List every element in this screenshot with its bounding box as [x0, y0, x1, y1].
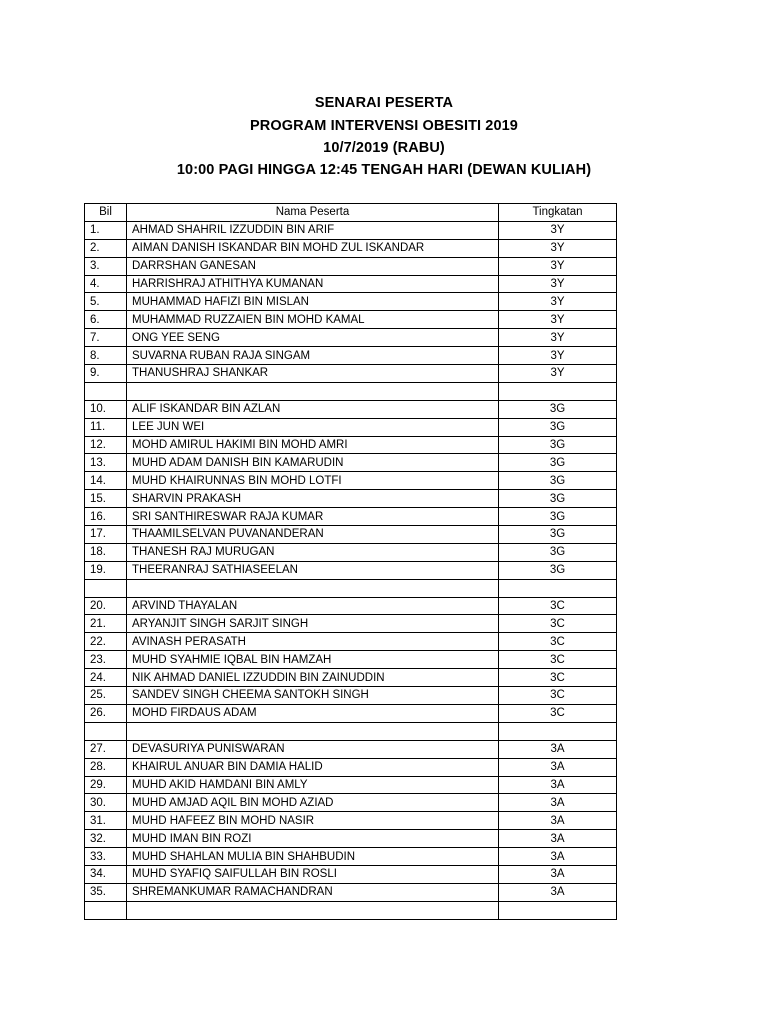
- table-row: [85, 830, 617, 848]
- participant-name: MUHD AKID HAMDANI BIN AMLY: [127, 776, 499, 794]
- row-number: 16.: [85, 508, 127, 526]
- row-number: [85, 382, 127, 400]
- participant-name: THEERANRAJ SATHIASEELAN: [127, 561, 499, 579]
- table-row: [85, 704, 617, 722]
- form-class: 3A: [499, 883, 617, 901]
- participant-name: KHAIRUL ANUAR BIN DAMIA HALID: [127, 758, 499, 776]
- table-row: [85, 812, 617, 830]
- participant-name: MUHD SHAHLAN MULIA BIN SHAHBUDIN: [127, 848, 499, 866]
- row-number: 28.: [85, 758, 127, 776]
- form-class: 3Y: [499, 347, 617, 365]
- participant-name: MUHAMMAD HAFIZI BIN MISLAN: [127, 293, 499, 311]
- row-number: 32.: [85, 830, 127, 848]
- form-class: 3G: [499, 454, 617, 472]
- form-class: 3Y: [499, 275, 617, 293]
- table-row: [85, 382, 617, 400]
- table-row: [85, 221, 617, 239]
- table-row: [85, 311, 617, 329]
- participant-name: ARYANJIT SINGH SARJIT SINGH: [127, 615, 499, 633]
- table-row: [85, 400, 617, 418]
- participant-name: MOHD AMIRUL HAKIMI BIN MOHD AMRI: [127, 436, 499, 454]
- row-number: 22.: [85, 633, 127, 651]
- row-number: 9.: [85, 365, 127, 383]
- row-number: 3.: [85, 257, 127, 275]
- form-class: 3G: [499, 472, 617, 490]
- row-number: 2.: [85, 239, 127, 257]
- table-row: [85, 526, 617, 544]
- table-body: [85, 221, 617, 919]
- row-number: 14.: [85, 472, 127, 490]
- row-number: [85, 722, 127, 740]
- form-class: 3G: [499, 490, 617, 508]
- row-number: 33.: [85, 848, 127, 866]
- participant-name: [127, 901, 499, 919]
- table-row: [85, 651, 617, 669]
- participant-name: ONG YEE SENG: [127, 329, 499, 347]
- table-row: [85, 490, 617, 508]
- column-header-tingkatan: Tingkatan: [499, 204, 617, 222]
- table-row: [85, 275, 617, 293]
- form-class: 3A: [499, 830, 617, 848]
- table-row: [85, 633, 617, 651]
- table-row: [85, 883, 617, 901]
- row-number: 18.: [85, 543, 127, 561]
- participant-name: SUVARNA RUBAN RAJA SINGAM: [127, 347, 499, 365]
- table-row: [85, 794, 617, 812]
- table-row: [85, 436, 617, 454]
- row-number: 17.: [85, 526, 127, 544]
- participant-name: HARRISHRAJ ATHITHYA KUMANAN: [127, 275, 499, 293]
- row-number: 30.: [85, 794, 127, 812]
- form-class: 3A: [499, 740, 617, 758]
- table-row: [85, 669, 617, 687]
- form-class: 3G: [499, 418, 617, 436]
- row-number: 21.: [85, 615, 127, 633]
- form-class: 3Y: [499, 257, 617, 275]
- form-class: [499, 722, 617, 740]
- participant-name: DARRSHAN GANESAN: [127, 257, 499, 275]
- row-number: 13.: [85, 454, 127, 472]
- form-class: 3C: [499, 651, 617, 669]
- form-class: 3G: [499, 508, 617, 526]
- event-date: 10/7/2019 (RABU): [323, 140, 445, 156]
- participant-name: THAAMILSELVAN PUVANANDERAN: [127, 526, 499, 544]
- document-title: SENARAI PESERTA: [314, 95, 454, 111]
- participant-name: MUHD HAFEEZ BIN MOHD NASIR: [127, 812, 499, 830]
- form-class: 3A: [499, 776, 617, 794]
- row-number: 27.: [85, 740, 127, 758]
- form-class: 3Y: [499, 365, 617, 383]
- form-class: 3C: [499, 615, 617, 633]
- form-class: 3G: [499, 400, 617, 418]
- participant-name: AIMAN DANISH ISKANDAR BIN MOHD ZUL ISKANDAR: [127, 239, 499, 257]
- form-class: 3G: [499, 436, 617, 454]
- form-class: 3A: [499, 848, 617, 866]
- row-number: 35.: [85, 883, 127, 901]
- form-class: 3Y: [499, 293, 617, 311]
- form-class: 3C: [499, 669, 617, 687]
- table-row: [85, 293, 617, 311]
- table-row: [85, 776, 617, 794]
- table-row: [85, 687, 617, 705]
- row-number: 12.: [85, 436, 127, 454]
- table-row: [85, 901, 617, 919]
- table-row: [85, 347, 617, 365]
- form-class: 3G: [499, 526, 617, 544]
- participant-name: THANUSHRAJ SHANKAR: [127, 365, 499, 383]
- table-row: [85, 418, 617, 436]
- table-row: [85, 865, 617, 883]
- table-row: [85, 365, 617, 383]
- participant-name: SHARVIN PRAKASH: [127, 490, 499, 508]
- row-number: 24.: [85, 669, 127, 687]
- participant-name: LEE JUN WEI: [127, 418, 499, 436]
- table-row: [85, 239, 617, 257]
- row-number: 25.: [85, 687, 127, 705]
- participant-name: AVINASH PERASATH: [127, 633, 499, 651]
- table-row: [85, 454, 617, 472]
- row-number: 1.: [85, 221, 127, 239]
- row-number: 11.: [85, 418, 127, 436]
- row-number: 29.: [85, 776, 127, 794]
- program-title: PROGRAM INTERVENSI OBESITI 2019: [250, 118, 518, 134]
- table-row: [85, 758, 617, 776]
- row-number: 26.: [85, 704, 127, 722]
- participant-name: MUHD SYAFIQ SAIFULLAH BIN ROSLI: [127, 865, 499, 883]
- row-number: 5.: [85, 293, 127, 311]
- column-header-name: Nama Peserta: [127, 204, 499, 222]
- table-row: [85, 329, 617, 347]
- participant-name: MUHD AMJAD AQIL BIN MOHD AZIAD: [127, 794, 499, 812]
- table-row: [85, 579, 617, 597]
- participant-table: [84, 203, 617, 920]
- row-number: 15.: [85, 490, 127, 508]
- row-number: 6.: [85, 311, 127, 329]
- form-class: 3Y: [499, 221, 617, 239]
- form-class: 3A: [499, 758, 617, 776]
- participant-name: ARVIND THAYALAN: [127, 597, 499, 615]
- row-number: 19.: [85, 561, 127, 579]
- form-class: 3G: [499, 543, 617, 561]
- participant-name: ALIF ISKANDAR BIN AZLAN: [127, 400, 499, 418]
- table-row: [85, 848, 617, 866]
- participant-name: SRI SANTHIRESWAR RAJA KUMAR: [127, 508, 499, 526]
- participant-name: MUHD SYAHMIE IQBAL BIN HAMZAH: [127, 651, 499, 669]
- participant-name: THANESH RAJ MURUGAN: [127, 543, 499, 561]
- participant-name: MOHD FIRDAUS ADAM: [127, 704, 499, 722]
- row-number: 8.: [85, 347, 127, 365]
- row-number: [85, 901, 127, 919]
- participant-name: SHREMANKUMAR RAMACHANDRAN: [127, 883, 499, 901]
- form-class: [499, 382, 617, 400]
- participant-name: MUHD IMAN BIN ROZI: [127, 830, 499, 848]
- row-number: 34.: [85, 865, 127, 883]
- table-row: [85, 561, 617, 579]
- row-number: 23.: [85, 651, 127, 669]
- table-row: [85, 543, 617, 561]
- participant-name: DEVASURIYA PUNISWARAN: [127, 740, 499, 758]
- form-class: 3Y: [499, 239, 617, 257]
- row-number: 4.: [85, 275, 127, 293]
- row-number: 10.: [85, 400, 127, 418]
- form-class: 3A: [499, 865, 617, 883]
- participant-name: SANDEV SINGH CHEEMA SANTOKH SINGH: [127, 687, 499, 705]
- table-row: [85, 740, 617, 758]
- participant-name: NIK AHMAD DANIEL IZZUDDIN BIN ZAINUDDIN: [127, 669, 499, 687]
- form-class: 3G: [499, 561, 617, 579]
- table-row: [85, 597, 617, 615]
- form-class: [499, 901, 617, 919]
- row-number: 31.: [85, 812, 127, 830]
- table-row: [85, 472, 617, 490]
- form-class: 3Y: [499, 329, 617, 347]
- row-number: 7.: [85, 329, 127, 347]
- participant-name: MUHAMMAD RUZZAIEN BIN MOHD KAMAL: [127, 311, 499, 329]
- form-class: 3Y: [499, 311, 617, 329]
- table-row: [85, 722, 617, 740]
- form-class: 3C: [499, 597, 617, 615]
- form-class: 3A: [499, 794, 617, 812]
- table-row: [85, 508, 617, 526]
- form-class: 3A: [499, 812, 617, 830]
- participant-name: MUHD KHAIRUNNAS BIN MOHD LOTFI: [127, 472, 499, 490]
- form-class: [499, 579, 617, 597]
- table-header-row: [85, 204, 617, 222]
- event-time-venue: 10:00 PAGI HINGGA 12:45 TENGAH HARI (DEWAN KULIAH): [176, 162, 592, 178]
- column-header-bil: Bil: [85, 204, 127, 222]
- row-number: [85, 579, 127, 597]
- participant-name: MUHD ADAM DANISH BIN KAMARUDIN: [127, 454, 499, 472]
- row-number: 20.: [85, 597, 127, 615]
- participant-name: [127, 722, 499, 740]
- table-row: [85, 257, 617, 275]
- participant-name: AHMAD SHAHRIL IZZUDDIN BIN ARIF: [127, 221, 499, 239]
- participant-name: [127, 382, 499, 400]
- table-row: [85, 615, 617, 633]
- form-class: 3C: [499, 687, 617, 705]
- form-class: 3C: [499, 633, 617, 651]
- form-class: 3C: [499, 704, 617, 722]
- participant-name: [127, 579, 499, 597]
